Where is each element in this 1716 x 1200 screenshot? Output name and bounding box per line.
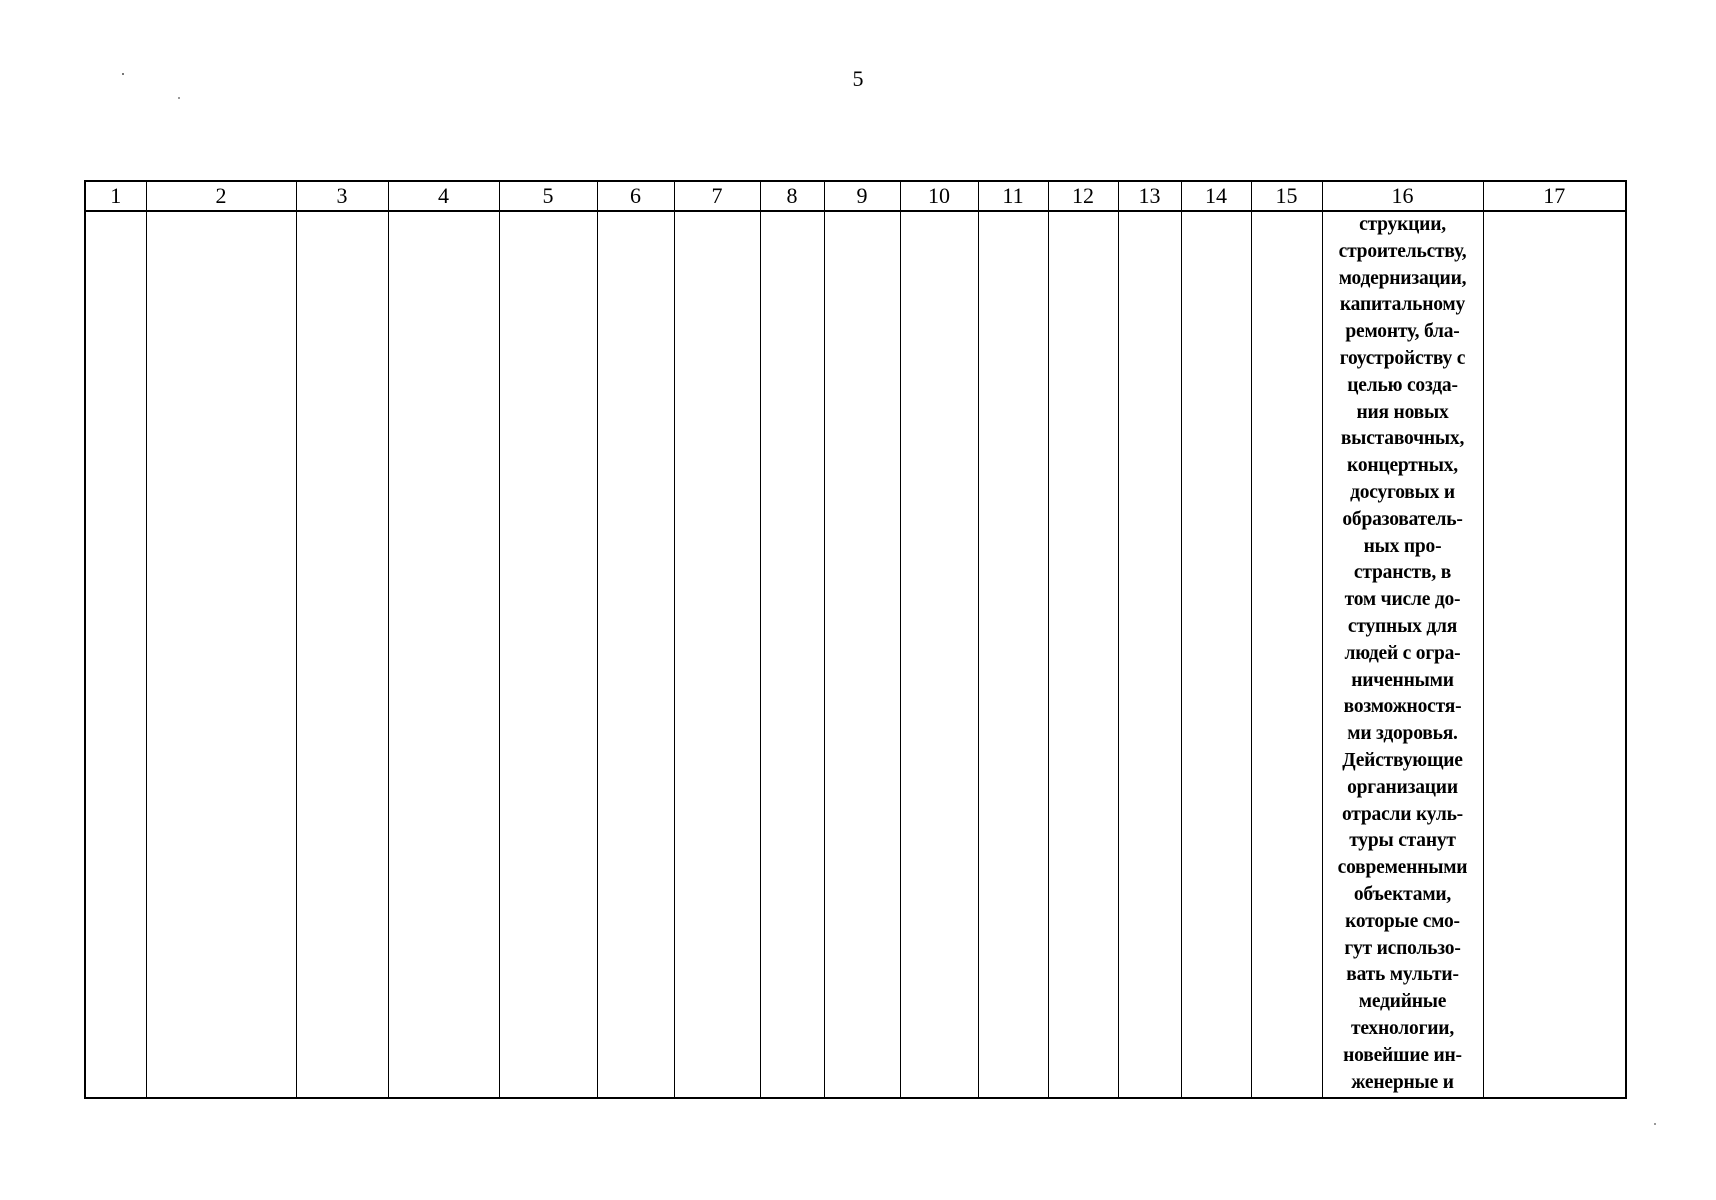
scan-speck bbox=[178, 97, 180, 99]
text-line: туры станут bbox=[1349, 830, 1456, 852]
data-table bbox=[84, 180, 1625, 1099]
column-header-2: 2 bbox=[146, 181, 296, 211]
text-line: модернизации, bbox=[1338, 267, 1467, 289]
table-cell bbox=[978, 211, 1048, 1098]
column-16-text-cell bbox=[1322, 211, 1483, 1098]
scan-speck bbox=[1654, 1123, 1656, 1125]
table-cell bbox=[296, 211, 388, 1098]
column-header-8: 8 bbox=[760, 181, 824, 211]
table-cell bbox=[146, 211, 296, 1098]
text-line: технологии, bbox=[1350, 1017, 1454, 1039]
column-header-3: 3 bbox=[296, 181, 388, 211]
text-line: выставочных, bbox=[1340, 428, 1465, 450]
table-cell bbox=[1251, 211, 1322, 1098]
column-header-15: 15 bbox=[1251, 181, 1322, 211]
column-header-14: 14 bbox=[1181, 181, 1251, 211]
table-cell bbox=[1483, 211, 1626, 1098]
text-line: новейшие ин- bbox=[1343, 1044, 1462, 1066]
text-line: капитальному bbox=[1339, 294, 1466, 316]
text-line: женерные и bbox=[1351, 1071, 1454, 1093]
text-line: отрасли куль- bbox=[1342, 803, 1463, 825]
table-cell bbox=[597, 211, 674, 1098]
column-header-9: 9 bbox=[824, 181, 900, 211]
text-line: ниченными bbox=[1351, 669, 1454, 691]
text-line: ремонту, бла- bbox=[1345, 321, 1460, 343]
text-line: ных про- bbox=[1363, 535, 1442, 557]
table-cell bbox=[85, 211, 146, 1098]
text-line: которые смо- bbox=[1345, 910, 1460, 932]
text-line: ния новых bbox=[1356, 401, 1449, 423]
text-line: концертных, bbox=[1347, 455, 1458, 477]
header-row bbox=[85, 181, 1626, 211]
table-cell bbox=[760, 211, 824, 1098]
table-cell bbox=[900, 211, 978, 1098]
column-header-4: 4 bbox=[388, 181, 499, 211]
text-line: медийные bbox=[1358, 991, 1447, 1013]
text-line: образователь- bbox=[1342, 508, 1463, 530]
scan-speck bbox=[122, 73, 124, 75]
column-header-7: 7 bbox=[674, 181, 760, 211]
table-cell bbox=[388, 211, 499, 1098]
table-row bbox=[85, 211, 1626, 1098]
text-line: гоустройству с bbox=[1339, 347, 1466, 369]
column-header-11: 11 bbox=[978, 181, 1048, 211]
column-header-17: 17 bbox=[1483, 181, 1626, 211]
text-line: Действующие bbox=[1342, 749, 1463, 771]
text-line: том числе до- bbox=[1344, 589, 1461, 611]
table-cell bbox=[1048, 211, 1118, 1098]
text-line: людей с огра- bbox=[1344, 642, 1461, 664]
continuation-table bbox=[84, 180, 1627, 1099]
text-line: странств, в bbox=[1353, 562, 1452, 584]
text-line: строительству, bbox=[1338, 240, 1467, 262]
column-header-1: 1 bbox=[85, 181, 146, 211]
column-header-12: 12 bbox=[1048, 181, 1118, 211]
text-line: современными bbox=[1337, 857, 1468, 879]
text-line: организации bbox=[1347, 776, 1458, 798]
page-number: 5 bbox=[852, 66, 864, 91]
text-line: объектами, bbox=[1353, 883, 1452, 905]
column-header-13: 13 bbox=[1118, 181, 1181, 211]
text-line: возможностя- bbox=[1343, 696, 1462, 718]
text-line: струкции, bbox=[1359, 214, 1446, 235]
text-line: вать мульти- bbox=[1346, 964, 1459, 986]
column-header-6: 6 bbox=[597, 181, 674, 211]
table-cell bbox=[499, 211, 597, 1098]
column-header-10: 10 bbox=[900, 181, 978, 211]
column-header-5: 5 bbox=[499, 181, 597, 211]
text-line: ступных для bbox=[1347, 615, 1458, 637]
table-cell bbox=[674, 211, 760, 1098]
table-cell bbox=[824, 211, 900, 1098]
column-header-16: 16 bbox=[1322, 181, 1483, 211]
table-cell bbox=[1118, 211, 1181, 1098]
table-cell bbox=[1181, 211, 1251, 1098]
text-line: ми здоровья. bbox=[1347, 723, 1458, 745]
text-line: досуговых и bbox=[1350, 481, 1455, 503]
text-line: целью созда- bbox=[1347, 374, 1458, 396]
text-line: гут использо- bbox=[1344, 937, 1461, 959]
